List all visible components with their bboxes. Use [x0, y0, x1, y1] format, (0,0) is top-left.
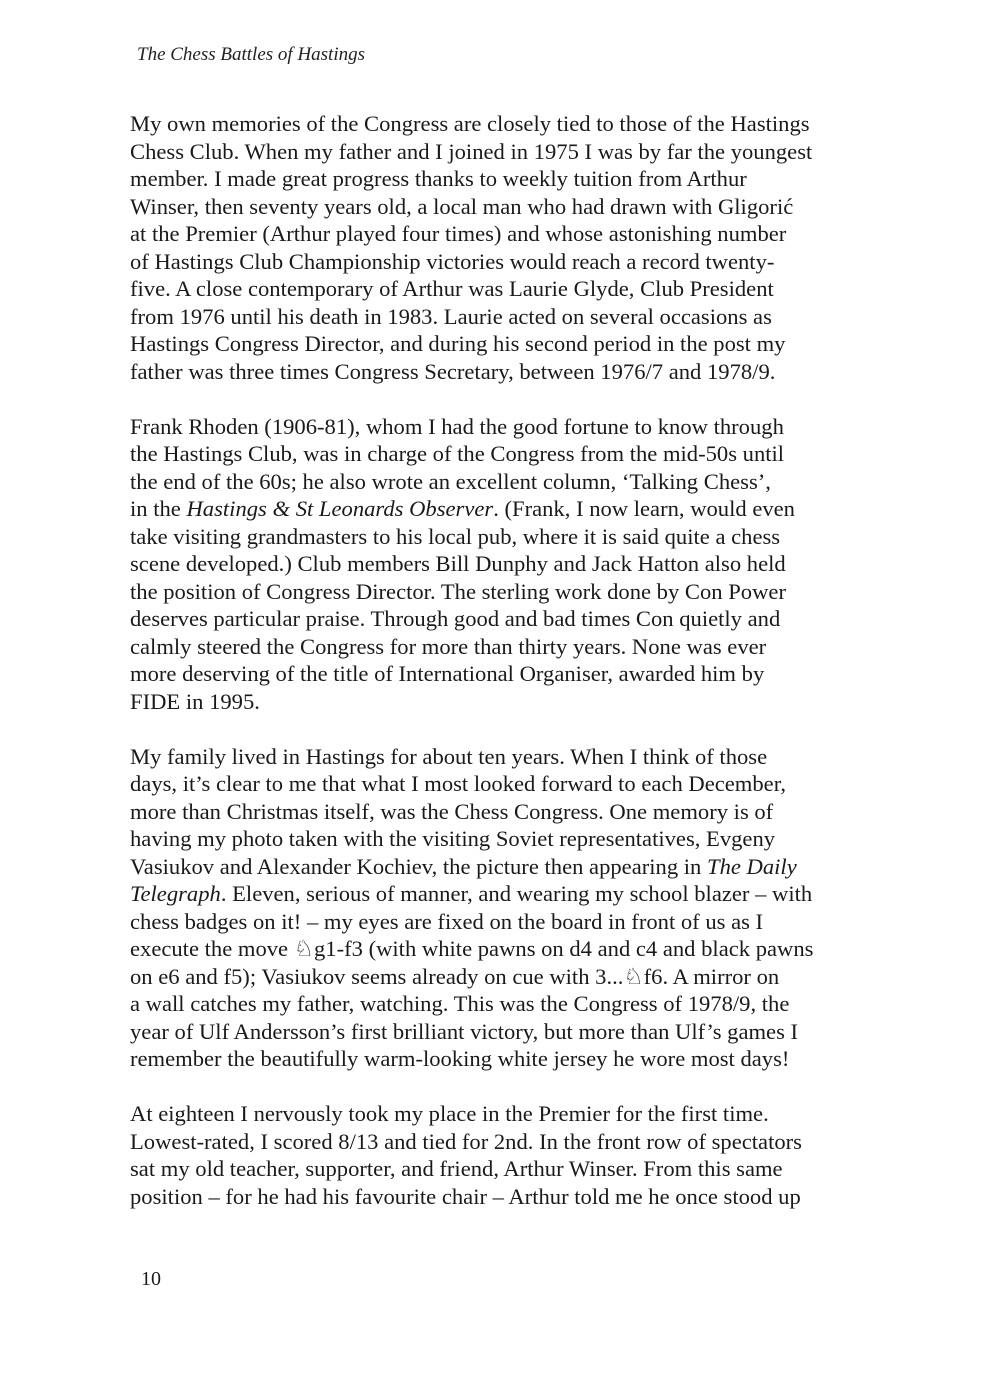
running-head: The Chess Battles of Hastings — [137, 44, 366, 65]
text-line — [130, 1183, 875, 1211]
text-segment: FIDE in 1995. — [130, 688, 260, 714]
page-number: 10 — [141, 1268, 161, 1290]
text-segment: take visiting grandmasters to his local pub, where it is said quite a chess — [130, 523, 781, 549]
text-segment: Chess Club. When my father and I joined in 1975 I was by far the youngest — [130, 138, 813, 164]
text-line — [130, 605, 875, 633]
italic-text: The Daily — [707, 853, 797, 879]
text-segment: member. I made great progress thanks to weekly tuition from Arthur — [130, 166, 747, 191]
text-segment: at the Premier (Arthur played four times) and whose astonishing number — [130, 221, 787, 246]
text-segment: My family lived in Hastings for about ten years. When I think of those — [130, 743, 768, 769]
text-line — [130, 358, 875, 386]
text-line — [130, 220, 875, 248]
text-line — [130, 440, 875, 468]
text-line — [130, 798, 875, 826]
text-segment: the end of the 60s; he also wrote an excellent column, ‘Talking Chess’, — [130, 468, 771, 494]
text-segment: Vasiukov and Alexander Kochiev, the picture then appearing in — [130, 853, 707, 879]
text-line — [130, 165, 875, 193]
text-segment: execute the move ♘g1-f3 (with white pawns on d4 and c4 and black pawns — [130, 936, 814, 961]
text-line — [130, 825, 875, 853]
text-line — [130, 1045, 875, 1073]
text-line — [130, 853, 875, 881]
text-segment: sat my old teacher, supporter, and friend, Arthur Winser. From this same — [130, 1156, 783, 1181]
text-segment: Frank Rhoden (1906-81), whom I had the good fortune to know through — [130, 413, 784, 439]
text-segment: from 1976 until his death in 1983. Laurie acted on several occasions as — [130, 303, 772, 329]
text-line — [130, 1128, 875, 1156]
text-line — [130, 550, 875, 578]
text-line — [130, 495, 875, 523]
paragraph — [130, 1100, 875, 1210]
text-segment: Winser, then seventy years old, a local man who had drawn with Gligorić — [130, 193, 794, 219]
text-line — [130, 413, 875, 441]
paragraph — [130, 110, 875, 385]
text-line — [130, 110, 875, 138]
text-segment: . Eleven, serious of manner, and wearing my school blazer – with — [220, 881, 813, 906]
text-line — [130, 193, 875, 221]
text-segment: the position of Congress Director. The sterling work done by Con Power — [130, 578, 786, 604]
body-text — [130, 110, 875, 1210]
text-line — [130, 990, 875, 1018]
text-line — [130, 770, 875, 798]
text-segment: deserves particular praise. Through good and bad times Con quietly and — [130, 606, 781, 631]
text-line — [130, 880, 875, 908]
text-segment: of Hastings Club Championship victories would reach a record twenty- — [130, 248, 775, 274]
text-line — [130, 935, 875, 963]
text-line — [130, 963, 875, 991]
text-line — [130, 330, 875, 358]
text-line — [130, 303, 875, 331]
text-segment: a wall catches my father, watching. This was the Congress of 1978/9, the — [130, 991, 790, 1016]
text-line — [130, 633, 875, 661]
text-line — [130, 578, 875, 606]
text-segment: At eighteen I nervously took my place in the Premier for the first time. — [130, 1101, 769, 1126]
italic-text: Hastings & St Leonards Observer — [186, 496, 494, 521]
text-line — [130, 1018, 875, 1046]
text-line — [130, 523, 875, 551]
text-segment: more deserving of the title of International Organiser, awarded him by — [130, 661, 765, 686]
text-segment: more than Christmas itself, was the Chess Congress. One memory is of — [130, 798, 774, 824]
text-segment: Lowest-rated, I scored 8/13 and tied for 2nd. In the front row of spectators — [130, 1128, 802, 1154]
text-line — [130, 1155, 875, 1183]
text-line — [130, 1100, 875, 1128]
text-line — [130, 660, 875, 688]
paragraph — [130, 743, 875, 1073]
text-segment: Hastings Congress Director, and during his second period in the post my — [130, 331, 786, 356]
text-segment: the Hastings Club, was in charge of the Congress from the mid-50s until — [130, 441, 785, 466]
text-segment: calmly steered the Congress for more than thirty years. None was ever — [130, 633, 767, 659]
italic-text: Telegraph — [130, 881, 221, 906]
text-segment: remember the beautifully warm-looking white jersey he wore most days! — [130, 1046, 790, 1071]
text-segment: in the — [130, 496, 187, 521]
text-segment: having my photo taken with the visiting Soviet representatives, Evgeny — [130, 826, 776, 851]
text-line — [130, 468, 875, 496]
text-segment: My own memories of the Congress are closely tied to those of the Hastings — [130, 111, 810, 136]
text-line — [130, 275, 875, 303]
text-line — [130, 138, 875, 166]
text-segment: five. A close contemporary of Arthur was Laurie Glyde, Club President — [130, 276, 774, 301]
paragraph — [130, 413, 875, 716]
text-line — [130, 908, 875, 936]
text-line — [130, 743, 875, 771]
text-segment: year of Ulf Andersson’s first brilliant victory, but more than Ulf’s games I — [130, 1018, 799, 1044]
text-segment: position – for he had his favourite chair – Arthur told me he once stood up — [130, 1183, 801, 1209]
text-line — [130, 688, 875, 716]
text-segment: days, it’s clear to me that what I most looked forward to each December, — [130, 771, 786, 796]
text-segment: . (Frank, I now learn, would even — [493, 496, 795, 521]
text-segment: father was three times Congress Secretary, between 1976/7 and 1978/9. — [130, 358, 776, 384]
text-segment: chess badges on it! – my eyes are fixed on the board in front of us as I — [130, 908, 764, 934]
text-line — [130, 248, 875, 276]
text-segment: on e6 and f5); Vasiukov seems already on cue with 3...♘f6. A mirror on — [130, 963, 780, 989]
text-segment: scene developed.) Club members Bill Dunphy and Jack Hatton also held — [130, 551, 786, 576]
